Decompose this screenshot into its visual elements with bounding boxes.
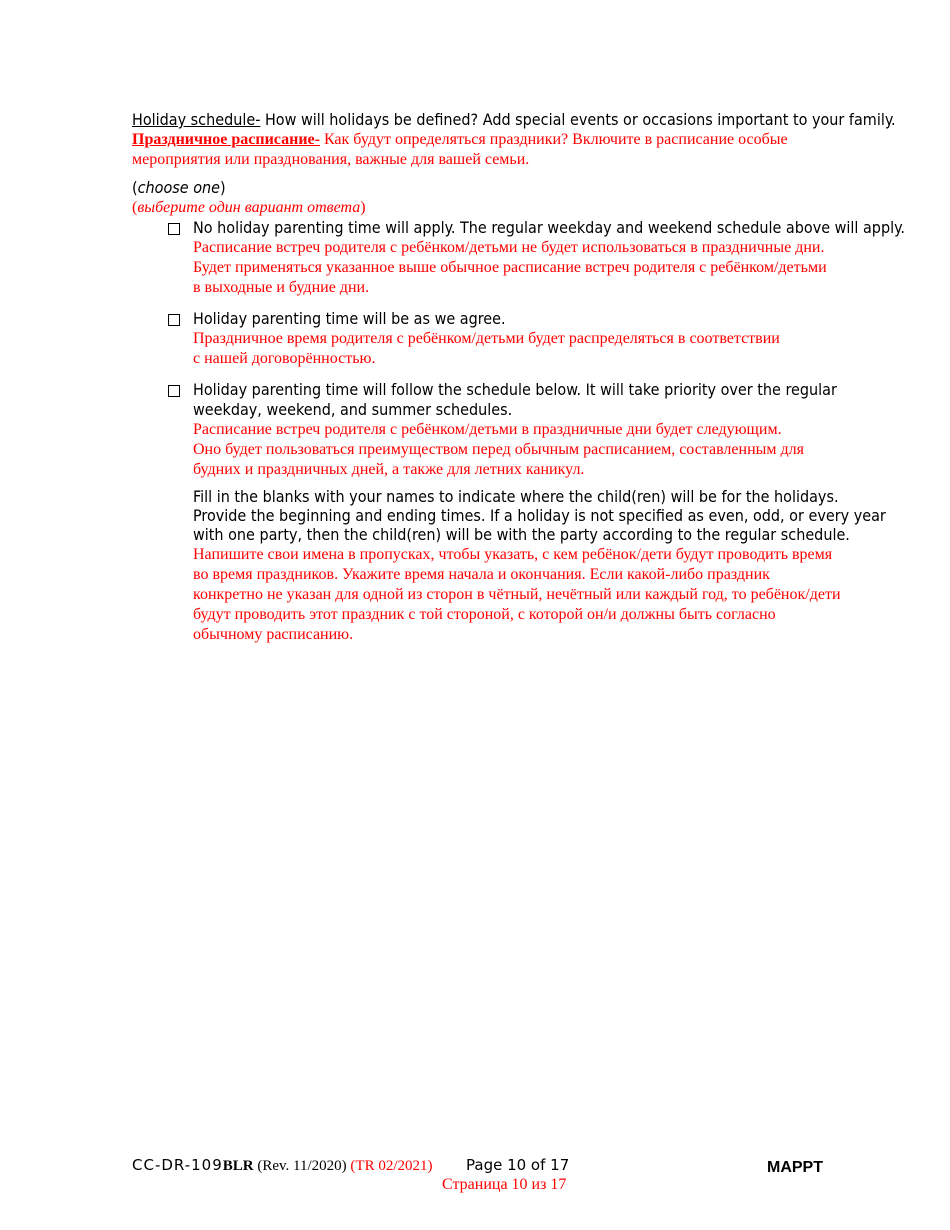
choose-one-ru	[132, 198, 366, 218]
option-follow-schedule-checkbox[interactable]	[168, 385, 180, 397]
footer-form-suffix: BLR	[222, 1158, 254, 1174]
option-as-agreed-checkbox[interactable]	[168, 314, 180, 326]
option-2-ru-line2: с нашей договорённостью.	[193, 350, 376, 367]
instructions-ru-line1: Напишите свои имена в пропусках, чтобы указать, с кем ребёнок/дети будут проводить время	[193, 546, 833, 563]
option-1-ru-line2: Будет применяться указанное выше обычное расписание встреч родителя с ребёнком/детьми	[193, 259, 827, 276]
footer-page-ru: Страница 10 из 17	[442, 1176, 567, 1193]
instructions-ru-line5: обычному расписанию.	[193, 626, 354, 643]
heading-title-ru: Праздничное расписание-	[132, 131, 320, 148]
option-1-en: No holiday parenting time will apply. The regular weekday and weekend schedule above will apply.	[193, 218, 905, 237]
footer-translation: (TR 02/2021)	[350, 1158, 433, 1174]
footer-form-id	[132, 1155, 433, 1176]
heading-title-en: Holiday schedule-	[132, 110, 261, 129]
heading-question-ru-line2: мероприятия или празднования, важные для вашей семьи.	[132, 151, 530, 168]
choose-paren-open: (	[132, 178, 138, 197]
choose-text-ru: выберите один вариант ответа	[137, 199, 361, 216]
footer-form-code: CC-DR-109	[132, 1156, 223, 1174]
heading-question-ru: Как будут определяться праздники? Включите в расписание особые	[319, 131, 788, 148]
choose-paren-close-ru: )	[360, 199, 366, 216]
option-1-ru-line3: в выходные и будние дни.	[193, 279, 370, 296]
option-3-ru-line2: Оно будет пользоваться преимуществом перед обычным расписанием, составленным для	[193, 441, 804, 458]
option-2-en: Holiday parenting time will be as we agree.	[193, 309, 506, 328]
choose-paren-close: )	[220, 178, 226, 197]
section-heading-en	[132, 110, 896, 130]
instructions-ru-line4: будут проводить этот праздник с той стороной, с которой он/и должны быть согласно	[193, 606, 776, 623]
section-heading-ru	[132, 130, 788, 150]
instructions-en-line1: Fill in the blanks with your names to indicate where the child(ren) will be for the holidays.	[193, 487, 839, 506]
footer-label: MAPPT	[767, 1159, 823, 1176]
instructions-en-line3: with one party, then the child(ren) will be with the party according to the regular schedule.	[193, 525, 850, 544]
choose-paren-open-ru: (	[132, 199, 138, 216]
option-1-ru-line1: Расписание встреч родителя с ребёнком/детьми не будет использоваться в праздничные дни.	[193, 239, 825, 256]
option-3-ru-line3: будних и праздничных дней, а также для летних каникул.	[193, 461, 585, 478]
instructions-ru-line2: во время праздников. Укажите время начала и окончания. Если какой-либо праздник	[193, 566, 770, 583]
option-3-en-line2: weekday, weekend, and summer schedules.	[193, 400, 513, 419]
option-no-holiday-checkbox[interactable]	[168, 223, 180, 235]
choose-one-en	[132, 178, 226, 198]
option-3-ru-line1: Расписание встреч родителя с ребёнком/детьми в праздничные дни будет следующим.	[193, 421, 782, 438]
instructions-ru-line3: конкретно не указан для одной из сторон в чётный, нечётный или каждый год, то ребёнок/дети	[193, 586, 841, 603]
footer-revision: (Rev. 11/2020)	[253, 1158, 351, 1174]
instructions-en-line2: Provide the beginning and ending times. If a holiday is not specified as even, odd, or every year	[193, 506, 886, 525]
option-2-ru-line1: Праздничное время родителя с ребёнком/детьми будет распределяться в соответствии	[193, 330, 780, 347]
footer-page-en: Page 10 of 17	[466, 1156, 570, 1174]
choose-text-en: choose one	[137, 178, 220, 197]
heading-question-en: How will holidays be defined? Add special events or occasions important to your family.	[260, 110, 896, 129]
option-3-en-line1: Holiday parenting time will follow the schedule below. It will take priority over the regular	[193, 380, 837, 399]
